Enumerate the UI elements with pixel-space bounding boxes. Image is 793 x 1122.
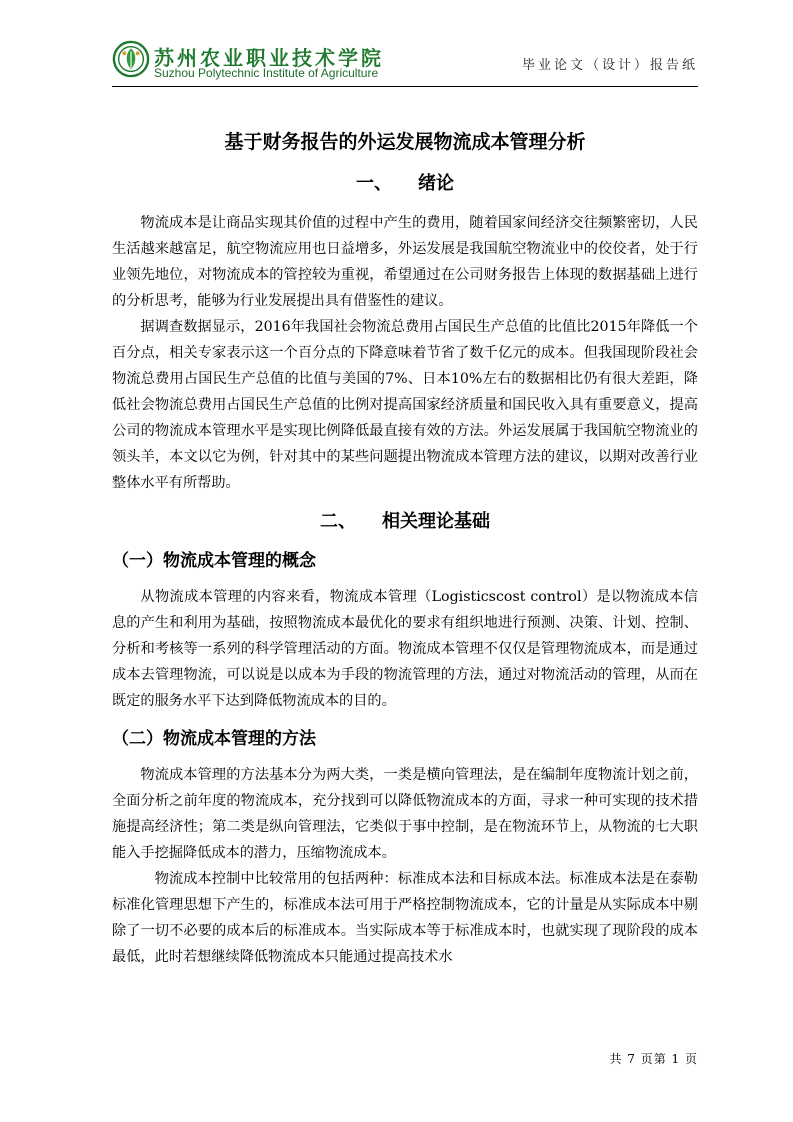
section-number: 一、 xyxy=(356,173,392,194)
section-heading-1 xyxy=(112,170,698,198)
paragraph: 物流成本是让商品实现其价值的过程中产生的费用，随着国家间经济交往频繁密切，人民生活越来越富足，航空物流应用也日益增多，外运发展是我国航空物流业中的佼佼者，处于行业领先地位，对物流成本的管控较为重视，希望通过在公司财务报告上体现的数据基础上进行的分析思考，能够为行业发展提出具有借鉴性的建议。 xyxy=(112,215,698,309)
section-number: 二、 xyxy=(320,511,356,532)
school-name-cn: 苏州农业职业技术学院 xyxy=(154,46,384,70)
paragraph: 据调查数据显示，2016年我国社会物流总费用占国民生产总值的比值比2015年降低一个百分点，相关专家表示这一个百分点的下降意味着节省了数千亿元的成本。但我国现阶段社会物流总费用占国民生产总值的比值与美国的7%、日本10%左右的数据相比仍有很大差距，降低社会物流总费用占国民生产总值的比例对提高国家经济质量和国民收入具有重要意义，提高公司的物流成本管理水平是实现比例降低最直接有效的方法。外运发展属于我国航空物流业的领头羊，本文以它为例，针对其中的某些问题提出物流成本管理方法的建议，以期对改善行业整体水平有所帮助。 xyxy=(112,319,698,491)
page-number: 共 7 页第 1 页 xyxy=(609,1052,698,1066)
section-title: 相关理论基础 xyxy=(382,511,490,532)
subsection-heading: （二）物流成本管理的方法 xyxy=(112,729,316,749)
paragraph: 从物流成本管理的内容来看，物流成本管理（Logisticscost control）是以物流成本信息的产生和利用为基础，按照物流成本最优化的要求有组织地进行预测、决策、计划、控制、分析和考核等一系列的科学管理活动的方面。物流成本管理不仅仅是管理物流成本，而是通过成本去管理物流，可以说是以成本为手段的物流管理的方法，通过对物流活动的管理，从而在既定的服务水平下达到降低物流成本的目的。 xyxy=(112,589,698,709)
paragraph: 物流成本管理的方法基本分为两大类，一类是横向管理法，是在编制年度物流计划之前，全面分析之前年度的物流成本，充分找到可以降低物流成本的方面，寻求一种可实现的技术措施提高经济性；第二类是纵向管理法，它类似于事中控制，是在物流环节上，从物流的七大职能入手挖掘降低成本的潜力，压缩物流成本。 xyxy=(112,767,698,861)
school-emblem-icon xyxy=(112,40,150,78)
document-type: 毕业论文（设计）报告纸 xyxy=(521,58,698,73)
document-body xyxy=(112,128,698,970)
section-heading-2 xyxy=(112,508,698,536)
school-name-en: Suzhou Polytechnic Institute of Agriculture xyxy=(154,66,379,80)
section-title: 绪论 xyxy=(418,173,454,194)
page-header xyxy=(112,38,698,86)
paragraph: 物流成本控制中比较常用的包括两种：标准成本法和目标成本法。标准成本法是在泰勒标准化管理思想下产生的，标准成本法可用于严格控制物流成本，它的计量是从实际成本中剔除了一切不必要的成本后的标准成本。当实际成本等于标准成本时，也就实现了现阶段的成本最低，此时若想继续降低物流成本只能通过提高技术水 xyxy=(112,871,698,965)
subsection-heading: （一）物流成本管理的概念 xyxy=(112,551,316,571)
header-divider xyxy=(112,86,698,87)
paper-title: 基于财务报告的外运发展物流成本管理分析 xyxy=(224,131,586,153)
